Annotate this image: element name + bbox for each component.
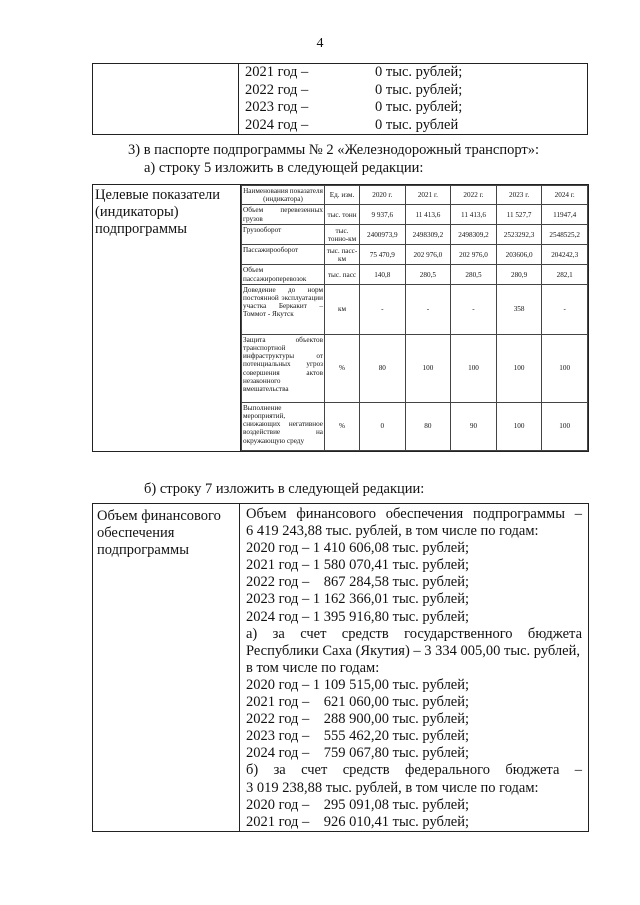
indicator-value: 90 (451, 402, 497, 450)
indicator-value: 11947,4 (542, 205, 588, 225)
indicator-row (242, 265, 588, 284)
indicator-name: Доведение до норм постоянной эксплуатации участка Беркакит – Томмот - Якутск (242, 284, 325, 334)
finance-label: Объем финансового обеспечения подпрограммы (93, 504, 240, 832)
indicator-value: 100 (496, 402, 542, 450)
indicator-unit: тыс. пасс-км (325, 245, 360, 265)
amount-value: 0 тыс. рублей; (375, 99, 463, 115)
indicator-value: 2498309,2 (451, 225, 497, 245)
indicators-label: Целевые показатели (индикаторы) подпрограммы (93, 185, 241, 452)
finance-line: Республики Саха (Якутия) – 3 334 005,00 тыс. рублей, (246, 642, 580, 659)
indicator-value: 140,8 (360, 265, 406, 284)
indicator-value: 11 413,6 (405, 205, 451, 225)
indicator-value: 282,1 (542, 265, 588, 284)
indicator-value: 280,5 (405, 265, 451, 284)
finance-line: 2022 год – 288 900,00 тыс. рублей; (246, 711, 470, 728)
indicator-row (242, 284, 588, 334)
finance-line: 2020 год – 1 410 606,08 тыс. рублей; (246, 540, 470, 557)
indicators-table (241, 185, 588, 451)
indicator-value: 280,9 (496, 265, 542, 284)
year-amount-line (245, 64, 587, 82)
amount-value: 0 тыс. рублей (375, 116, 459, 133)
finance-line: 2020 год – 1 109 515,00 тыс. рублей; (246, 676, 470, 693)
indicator-value: 11 527,7 (496, 205, 542, 225)
indicator-unit: км (325, 284, 360, 334)
finance-line: 2023 год – 555 462,20 тыс. рублей; (246, 728, 470, 745)
finance-line: 6 419 243,88 тыс. рублей, в том числе по годам: (246, 523, 539, 540)
indicators-header-cell: Ед. изм. (325, 186, 360, 205)
indicators-header-cell: 2021 г. (405, 186, 451, 205)
indicator-row (242, 205, 588, 225)
indicator-value: 75 470,9 (360, 245, 406, 265)
indicator-value: 100 (405, 334, 451, 402)
paragraph-item-b: б) строку 7 изложить в следующей редакции: (144, 481, 425, 497)
indicators-header-cell: 2022 г. (451, 186, 497, 205)
indicator-value: 100 (542, 402, 588, 450)
indicator-value: 2400973,9 (360, 225, 406, 245)
indicator-value: 80 (360, 334, 406, 402)
finance-line: а) за счет средств государственного бюджета (246, 625, 582, 642)
indicator-value: 2548525,2 (542, 225, 588, 245)
indicator-row (242, 245, 588, 265)
indicator-name: Грузооборот (242, 225, 325, 245)
indicator-value: - (451, 284, 497, 334)
paragraph-item-3: 3) в паспорте подпрограммы № 2 «Железнодорожный транспорт»: (128, 142, 540, 158)
indicator-value: 80 (405, 402, 451, 450)
year-amount-line (245, 82, 587, 100)
indicator-value: 202 976,0 (405, 245, 451, 265)
finance-line: б) за счет средств федерального бюджета – (246, 762, 582, 779)
indicator-value: 203606,0 (496, 245, 542, 265)
finance-line: 2021 год – 621 060,00 тыс. рублей; (246, 694, 470, 711)
year-label: 2023 год – (245, 99, 309, 115)
indicator-unit: тыс. пасс (325, 265, 360, 284)
finance-line: в том числе по годам: (246, 659, 380, 676)
indicator-name: Защита объектов транспортной инфраструктуры от потенциальных угроз совершения актов незаконного вмешательства (242, 334, 325, 402)
indicator-value: 100 (542, 334, 588, 402)
indicator-value: 358 (496, 284, 542, 334)
indicator-unit: % (325, 334, 360, 402)
indicator-row (242, 225, 588, 245)
top-table-years-cell (239, 64, 588, 135)
indicator-row (242, 402, 588, 450)
page-number: 4 (316, 36, 324, 51)
indicators-header-cell: Наименования показателя (индикатора) (243, 187, 323, 204)
top-table-empty-cell (93, 64, 239, 135)
year-amount-line (245, 99, 587, 117)
indicators-header-cell: 2024 г. (542, 186, 588, 205)
finance-line: 2023 год – 1 162 366,01 тыс. рублей; (246, 591, 470, 608)
amount-value: 0 тыс. рублей; (375, 64, 463, 80)
indicator-value: 11 413,6 (451, 205, 497, 225)
indicator-name: Выполнение мероприятий, снижающих негативное воздействие на окружающую среду (242, 402, 325, 450)
indicator-name: Объем пассажироперевозок (242, 265, 325, 284)
indicator-name: Объем перевезенных грузов (242, 205, 325, 225)
year-label: 2024 год – (245, 116, 309, 133)
indicator-unit: тыс. тонно-км (325, 225, 360, 245)
indicator-value: - (360, 284, 406, 334)
year-label: 2021 год – (245, 64, 309, 80)
finance-content (240, 504, 589, 832)
finance-line: 2024 год – 1 395 916,80 тыс. рублей; (246, 608, 470, 625)
indicator-value: 2523292,3 (496, 225, 542, 245)
indicators-header-cell: 2023 г. (496, 186, 542, 205)
top-continuation-table (92, 63, 588, 135)
indicators-header-cell: 2020 г. (360, 186, 406, 205)
indicator-value: 0 (360, 402, 406, 450)
finance-line: 2021 год – 1 580 070,41 тыс. рублей; (246, 557, 470, 574)
indicator-value: 2498309,2 (405, 225, 451, 245)
finance-line: 2022 год – 867 284,58 тыс. рублей; (246, 574, 470, 591)
indicator-row (242, 334, 588, 402)
indicator-value: 9 937,6 (360, 205, 406, 225)
amount-value: 0 тыс. рублей; (375, 81, 463, 98)
indicators-outer-table (92, 184, 589, 452)
finance-line: 2020 год – 295 091,08 тыс. рублей; (246, 796, 470, 813)
year-label: 2022 год – (245, 81, 309, 98)
indicator-value: 202 976,0 (451, 245, 497, 265)
finance-line: 2021 год – 926 010,41 тыс. рублей; (246, 813, 470, 830)
indicator-value: 280,5 (451, 265, 497, 284)
indicator-value: - (542, 284, 588, 334)
paragraph-item-a: а) строку 5 изложить в следующей редакции: (144, 160, 424, 176)
finance-line: 2024 год – 759 067,80 тыс. рублей; (246, 745, 470, 762)
finance-line: 3 019 238,88 тыс. рублей, в том числе по годам: (246, 779, 539, 796)
indicator-name: Пассажирооборот (242, 245, 325, 265)
finance-table (92, 503, 589, 832)
indicator-value: 100 (451, 334, 497, 402)
year-amount-line (245, 117, 587, 135)
indicator-unit: тыс. тонн (325, 205, 360, 225)
indicator-value: - (405, 284, 451, 334)
indicator-value: 204242,3 (542, 245, 588, 265)
indicators-header-row (242, 186, 588, 205)
finance-line: Объем финансового обеспечения подпрограммы – (246, 506, 582, 522)
indicator-value: 100 (496, 334, 542, 402)
indicator-unit: % (325, 402, 360, 450)
